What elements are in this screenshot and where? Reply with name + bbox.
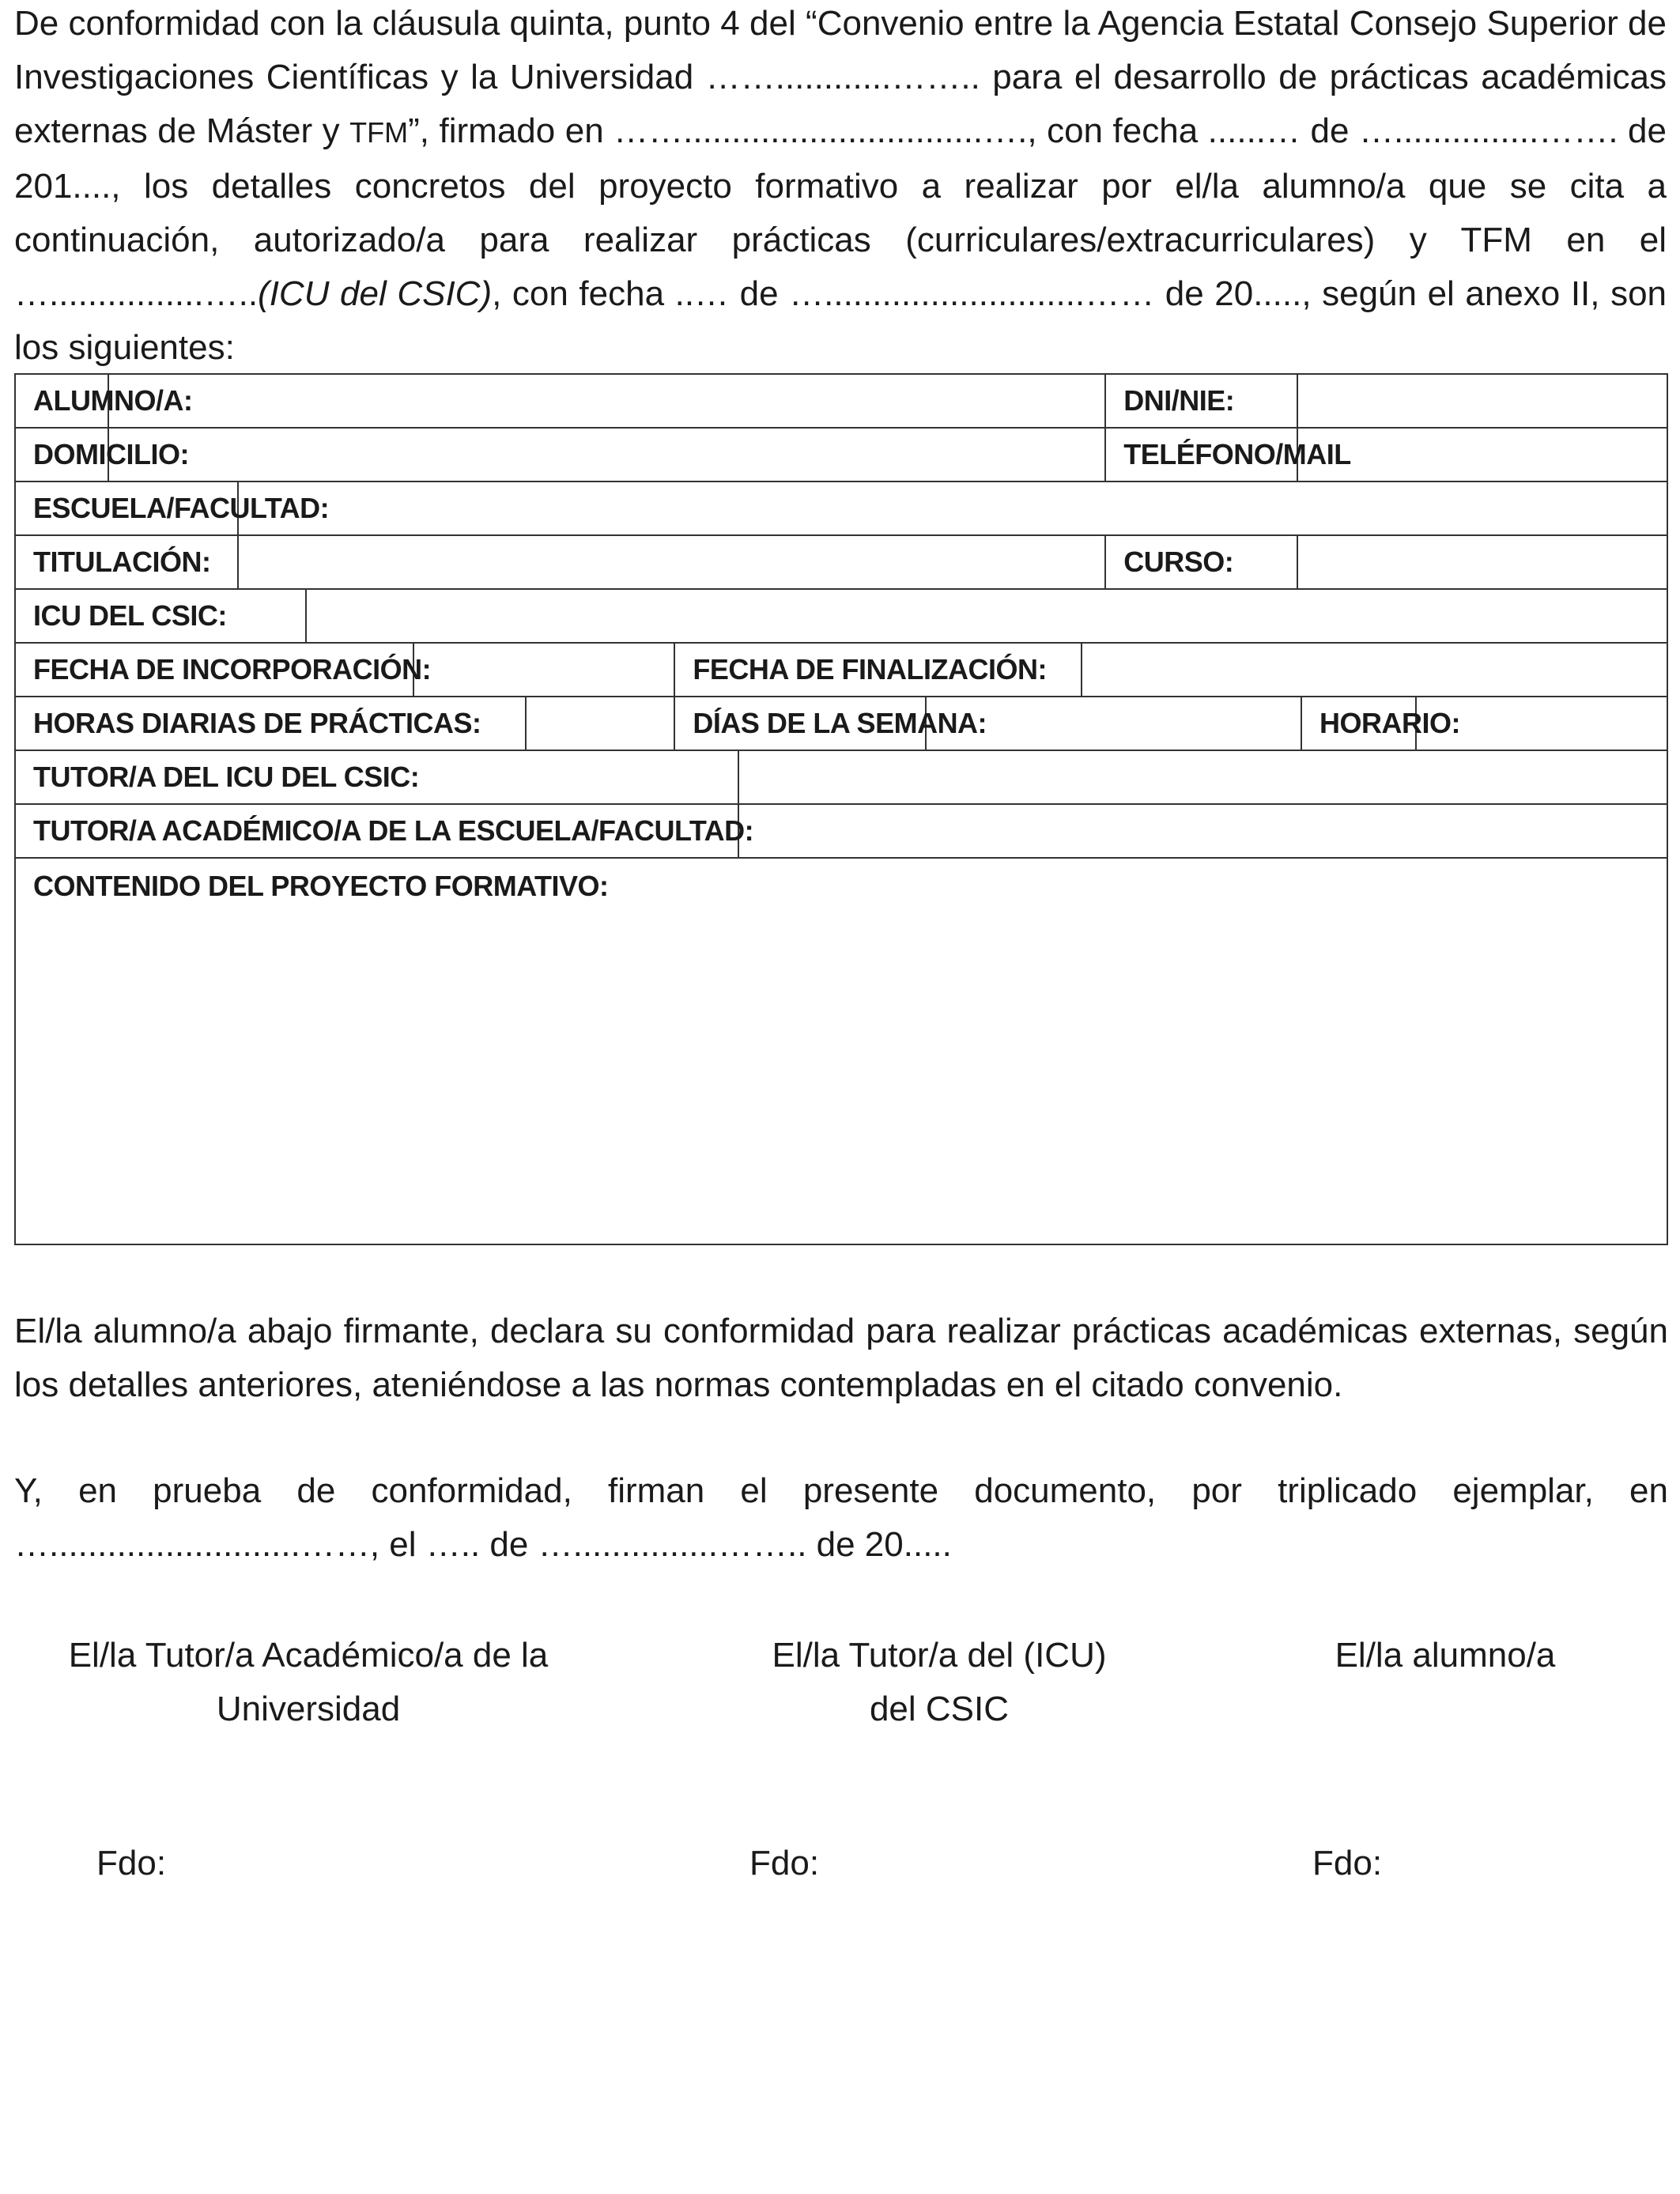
document-page — [14, 0, 1668, 1882]
intro-text-1: De conformidad con la cláusula quinta, punto 4 del “Convenio entre la Agencia Estatal Consejo Superior de Investigaciones Científicas y la Universidad ……............…….. para el desarrollo de prácticas académicas externas de Máster y — [14, 4, 1667, 150]
label-escuela: ESCUELA/FACULTAD: — [15, 481, 238, 535]
signature-title-line2: del CSIC — [869, 1690, 1010, 1728]
signature-title-line1: El/la alumno/a — [1335, 1636, 1556, 1675]
signature-title-line2: Universidad — [216, 1690, 401, 1728]
label-domicilio: DOMICILIO: — [15, 428, 108, 481]
intro-paragraph — [14, 0, 1667, 375]
label-dni: DNI/NIE: — [1105, 374, 1297, 428]
label-titulacion: TITULACIÓN: — [15, 535, 238, 589]
intro-text-2: ”, firmado en ……...............................…., con fecha ......… de …...............……. de 201...., los detalles concretos del proyecto formativo a realizar por el/la alumno/a que se cita a continuación, autorizado/a para realizar prácticas (curriculares/extracurriculares) y TFM en el …................….. — [14, 111, 1667, 313]
row-alumno — [15, 374, 1667, 428]
label-horario: HORARIO: — [1301, 697, 1416, 750]
label-dias: DÍAS DE LA SEMANA: — [674, 697, 925, 750]
field-icu[interactable] — [306, 589, 1667, 643]
row-tutor-academico — [15, 804, 1667, 858]
field-tutor-academico[interactable] — [738, 804, 1667, 858]
label-contenido: CONTENIDO DEL PROYECTO FORMATIVO: — [33, 870, 609, 902]
field-contenido[interactable] — [15, 858, 1667, 1244]
row-horario — [15, 697, 1667, 750]
fdo-academic-tutor: Fdo: — [96, 1844, 167, 1882]
signature-title-line1: El/la Tutor/a Académico/a de la — [68, 1636, 549, 1675]
field-alumno[interactable] — [108, 374, 1106, 428]
field-escuela[interactable] — [238, 481, 1667, 535]
intro-italic: (ICU del CSIC) — [258, 274, 493, 313]
field-horas[interactable] — [526, 697, 674, 750]
row-titulacion — [15, 535, 1667, 589]
label-telefono: TELÉFONO/MAIL — [1105, 428, 1297, 481]
row-escuela — [15, 481, 1667, 535]
label-curso: CURSO: — [1105, 535, 1297, 589]
row-fechas — [15, 643, 1667, 697]
field-tutor-icu[interactable] — [738, 750, 1667, 804]
field-telefono[interactable] — [1297, 428, 1667, 481]
row-icu — [15, 589, 1667, 643]
row-domicilio — [15, 428, 1667, 481]
field-dni[interactable] — [1297, 374, 1667, 428]
label-tutor-icu: TUTOR/A DEL ICU DEL CSIC: — [15, 750, 738, 804]
label-fecha-finalizacion: FECHA DE FINALIZACIÓN: — [674, 643, 1082, 697]
label-alumno: ALUMNO/A: — [15, 374, 108, 428]
training-project-form — [14, 373, 1668, 1245]
intro-tfm: TFM — [349, 116, 409, 149]
label-tutor-academico: TUTOR/A ACADÉMICO/A DE LA ESCUELA/FACULTAD: — [15, 804, 738, 858]
signature-block-student — [1279, 1629, 1611, 1682]
label-icu: ICU DEL CSIC: — [15, 589, 306, 643]
intro-text-3: , con fecha ..… de …...........................…… de 20....., según el anexo II, son los siguientes: — [14, 274, 1667, 367]
label-horas: HORAS DIARIAS DE PRÁCTICAS: — [15, 697, 526, 750]
field-curso[interactable] — [1297, 535, 1667, 589]
label-fecha-incorporacion: FECHA DE INCORPORACIÓN: — [15, 643, 413, 697]
signature-title-line1: El/la Tutor/a del (ICU) — [772, 1636, 1107, 1675]
signature-block-academic-tutor — [55, 1629, 561, 1736]
row-tutor-icu — [15, 750, 1667, 804]
row-contenido — [15, 858, 1667, 1244]
field-titulacion[interactable] — [238, 535, 1106, 589]
fdo-icu-tutor: Fdo: — [749, 1844, 820, 1882]
fdo-student: Fdo: — [1312, 1844, 1383, 1882]
signature-block-icu-tutor — [710, 1629, 1168, 1736]
field-fecha-finalizacion[interactable] — [1082, 643, 1667, 697]
field-fecha-incorporacion[interactable] — [413, 643, 675, 697]
field-domicilio[interactable] — [108, 428, 1106, 481]
declaration-paragraph: El/la alumno/a abajo firmante, declara su conformidad para realizar prácticas académicas externas, según los detalles anteriores, ateniéndose a las normas contempladas en el citado convenio. — [14, 1312, 1668, 1404]
conformity-paragraph: Y, en prueba de conformidad, firman el presente documento, por triplicado ejemplar, en …..........................……, el ….. de …...............…….. de 20..... — [14, 1471, 1668, 1564]
